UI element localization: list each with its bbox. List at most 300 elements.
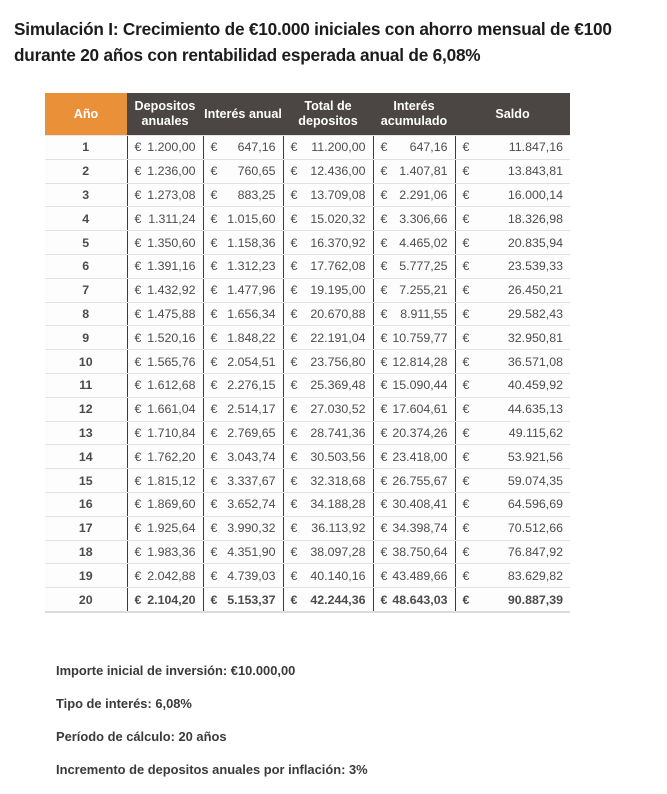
amount-value: 17.762,08 [310, 259, 366, 274]
cell-saldo [455, 469, 570, 493]
cell-depositos-anuales [127, 207, 203, 231]
amount-value: 13.709,08 [310, 187, 366, 202]
amount-value: 5.777,25 [399, 259, 448, 274]
cell-saldo [455, 492, 570, 516]
cell-depositos-anuales [127, 516, 203, 540]
cell-interes-acumulado [373, 564, 455, 588]
cell-total-de-depositos [283, 421, 373, 445]
amount-value: 30.408,41 [392, 497, 448, 512]
cell-interes-anual [203, 492, 283, 516]
cell-depositos-anuales [127, 278, 203, 302]
cell-total-de-depositos [283, 540, 373, 564]
currency-symbol: € [210, 330, 218, 345]
cell-interes-acumulado [373, 373, 455, 397]
amount-value: 17.604,61 [392, 402, 448, 417]
cell-depositos-anuales [127, 373, 203, 397]
amount-value: 15.090,44 [392, 378, 448, 393]
currency-symbol: € [210, 140, 218, 155]
amount-value: 23.418,00 [392, 449, 448, 464]
cell-depositos-anuales [127, 445, 203, 469]
cell-depositos-anuales [127, 302, 203, 326]
amount-value: 2.769,65 [227, 425, 276, 440]
currency-symbol: € [462, 283, 470, 298]
cell-ano: 8 [45, 302, 127, 326]
currency-symbol: € [134, 211, 142, 226]
cell-depositos-anuales [127, 254, 203, 278]
table-row [45, 207, 570, 231]
cell-interes-acumulado [373, 278, 455, 302]
amount-value: 30.503,56 [310, 449, 366, 464]
amount-value: 40.140,16 [310, 568, 366, 583]
cell-ano: 17 [45, 516, 127, 540]
cell-interes-acumulado [373, 445, 455, 469]
amount-value: 1.612,68 [147, 378, 196, 393]
cell-saldo [455, 254, 570, 278]
amount-value: 1.661,04 [147, 402, 196, 417]
currency-symbol: € [290, 449, 298, 464]
currency-symbol: € [210, 378, 218, 393]
currency-symbol: € [210, 568, 218, 583]
table-row [45, 588, 570, 612]
amount-value: 2.291,06 [399, 187, 448, 202]
amount-value: 15.020,32 [310, 211, 366, 226]
cell-interes-anual [203, 540, 283, 564]
amount-value: 38.750,64 [392, 544, 448, 559]
cell-depositos-anuales [127, 469, 203, 493]
amount-value: 83.629,82 [507, 568, 563, 583]
cell-total-de-depositos [283, 516, 373, 540]
currency-symbol: € [134, 568, 142, 583]
cell-saldo [455, 397, 570, 421]
cell-ano: 18 [45, 540, 127, 564]
cell-interes-acumulado [373, 207, 455, 231]
amount-value: 1.815,12 [147, 473, 196, 488]
cell-ano: 14 [45, 445, 127, 469]
currency-symbol: € [134, 497, 142, 512]
currency-symbol: € [380, 187, 388, 202]
cell-ano: 10 [45, 350, 127, 374]
simulation-table-container [45, 93, 570, 613]
cell-total-de-depositos [283, 183, 373, 207]
amount-value: 1.565,76 [147, 354, 196, 369]
currency-symbol: € [290, 164, 298, 179]
cell-total-de-depositos [283, 469, 373, 493]
currency-symbol: € [134, 283, 142, 298]
currency-symbol: € [290, 521, 298, 536]
cell-saldo [455, 421, 570, 445]
amount-value: 1.312,23 [227, 259, 276, 274]
cell-depositos-anuales [127, 231, 203, 255]
cell-interes-anual [203, 207, 283, 231]
currency-symbol: € [210, 521, 218, 536]
amount-value: 8.911,55 [400, 306, 448, 321]
table-row [45, 350, 570, 374]
currency-symbol: € [380, 164, 388, 179]
currency-symbol: € [290, 378, 298, 393]
cell-interes-acumulado [373, 516, 455, 540]
cell-interes-acumulado [373, 540, 455, 564]
currency-symbol: € [462, 306, 470, 321]
amount-value: 1.869,60 [147, 497, 196, 512]
amount-value: 760,65 [237, 164, 276, 179]
amount-value: 90.887,39 [507, 592, 563, 607]
currency-symbol: € [290, 354, 298, 369]
amount-value: 64.596,69 [507, 497, 563, 512]
cell-ano: 16 [45, 492, 127, 516]
currency-symbol: € [380, 140, 388, 155]
amount-value: 28.741,36 [310, 425, 366, 440]
amount-value: 36.113,92 [311, 521, 366, 536]
currency-symbol: € [462, 568, 470, 583]
cell-interes-anual [203, 302, 283, 326]
currency-symbol: € [380, 354, 388, 369]
amount-value: 1.273,08 [147, 187, 196, 202]
amount-value: 1.158,36 [227, 235, 276, 250]
currency-symbol: € [290, 306, 298, 321]
table-header [45, 93, 570, 136]
currency-symbol: € [134, 402, 142, 417]
amount-value: 16.370,92 [310, 235, 366, 250]
currency-symbol: € [210, 283, 218, 298]
currency-symbol: € [290, 497, 298, 512]
amount-value: 11.847,16 [508, 140, 563, 155]
cell-interes-acumulado [373, 421, 455, 445]
amount-value: 20.835,94 [507, 235, 563, 250]
cell-ano: 15 [45, 469, 127, 493]
cell-interes-acumulado [373, 397, 455, 421]
amount-value: 12.436,00 [310, 164, 366, 179]
cell-total-de-depositos [283, 159, 373, 183]
currency-symbol: € [290, 211, 298, 226]
cell-saldo [455, 278, 570, 302]
note-incremento-inflacion: Incremento de depositos anuales por inflación: 3% [56, 762, 368, 777]
amount-value: 27.030,52 [310, 402, 366, 417]
amount-value: 2.042,88 [147, 568, 196, 583]
amount-value: 1.350,60 [147, 235, 196, 250]
cell-saldo [455, 159, 570, 183]
cell-interes-anual [203, 231, 283, 255]
table-row [45, 516, 570, 540]
cell-interes-anual [203, 136, 283, 160]
amount-value: 7.255,21 [399, 283, 448, 298]
currency-symbol: € [290, 568, 298, 583]
currency-symbol: € [290, 187, 298, 202]
amount-value: 40.459,92 [507, 378, 563, 393]
table-body [45, 136, 570, 612]
table-row [45, 136, 570, 160]
cell-depositos-anuales [127, 540, 203, 564]
amount-value: 3.652,74 [227, 497, 276, 512]
cell-total-de-depositos [283, 373, 373, 397]
amount-value: 1.656,34 [227, 306, 276, 321]
currency-symbol: € [462, 354, 470, 369]
currency-symbol: € [462, 378, 470, 393]
cell-saldo [455, 564, 570, 588]
amount-value: 4.739,03 [227, 568, 276, 583]
currency-symbol: € [290, 402, 298, 417]
currency-symbol: € [210, 425, 218, 440]
currency-symbol: € [134, 187, 142, 202]
amount-value: 22.191,04 [310, 330, 366, 345]
column-header-total-de-depositos: Total de depositos [283, 93, 373, 136]
cell-interes-anual [203, 254, 283, 278]
cell-depositos-anuales [127, 183, 203, 207]
currency-symbol: € [462, 211, 470, 226]
currency-symbol: € [462, 449, 470, 464]
currency-symbol: € [462, 259, 470, 274]
amount-value: 2.276,15 [227, 378, 276, 393]
cell-saldo [455, 302, 570, 326]
amount-value: 883,25 [237, 187, 276, 202]
table-row [45, 445, 570, 469]
cell-saldo [455, 231, 570, 255]
column-header-saldo: Saldo [455, 93, 570, 136]
cell-total-de-depositos [283, 278, 373, 302]
currency-symbol: € [380, 306, 388, 321]
currency-symbol: € [462, 330, 470, 345]
cell-interes-acumulado [373, 231, 455, 255]
cell-ano: 19 [45, 564, 127, 588]
cell-interes-acumulado [373, 183, 455, 207]
currency-symbol: € [134, 354, 142, 369]
amount-value: 20.670,88 [310, 306, 366, 321]
cell-interes-anual [203, 588, 283, 612]
table-row [45, 373, 570, 397]
currency-symbol: € [380, 449, 388, 464]
cell-depositos-anuales [127, 492, 203, 516]
cell-saldo [455, 136, 570, 160]
amount-value: 43.489,66 [392, 568, 448, 583]
cell-interes-anual [203, 326, 283, 350]
amount-value: 19.195,00 [310, 283, 366, 298]
currency-symbol: € [290, 140, 298, 155]
cell-total-de-depositos [283, 231, 373, 255]
amount-value: 36.571,08 [507, 354, 563, 369]
amount-value: 12.814,28 [392, 354, 448, 369]
currency-symbol: € [462, 402, 470, 417]
amount-value: 3.306,66 [399, 211, 448, 226]
amount-value: 4.465,02 [399, 235, 448, 250]
amount-value: 2.514,17 [227, 402, 276, 417]
simulation-table [45, 93, 570, 613]
amount-value: 53.921,56 [507, 449, 563, 464]
amount-value: 1.710,84 [147, 425, 196, 440]
cell-ano: 2 [45, 159, 127, 183]
cell-interes-anual [203, 397, 283, 421]
cell-interes-anual [203, 445, 283, 469]
amount-value: 647,16 [409, 140, 448, 155]
currency-symbol: € [134, 140, 142, 155]
column-header-ano: Año [45, 93, 127, 136]
currency-symbol: € [134, 306, 142, 321]
table-header-row [45, 93, 570, 136]
table-row [45, 302, 570, 326]
currency-symbol: € [210, 259, 218, 274]
currency-symbol: € [380, 330, 388, 345]
currency-symbol: € [462, 592, 470, 607]
currency-symbol: € [462, 140, 470, 155]
amount-value: 5.153,37 [227, 592, 276, 607]
currency-symbol: € [290, 259, 298, 274]
amount-value: 1.520,16 [147, 330, 196, 345]
amount-value: 11.200,00 [311, 140, 366, 155]
currency-symbol: € [380, 473, 388, 488]
currency-symbol: € [462, 473, 470, 488]
cell-interes-acumulado [373, 136, 455, 160]
cell-total-de-depositos [283, 492, 373, 516]
currency-symbol: € [380, 378, 388, 393]
cell-total-de-depositos [283, 136, 373, 160]
amount-value: 647,16 [237, 140, 276, 155]
currency-symbol: € [380, 283, 388, 298]
table-row [45, 278, 570, 302]
cell-depositos-anuales [127, 326, 203, 350]
currency-symbol: € [380, 402, 388, 417]
cell-saldo [455, 373, 570, 397]
currency-symbol: € [134, 259, 142, 274]
column-header-depositos-anuales: Depositos anuales [127, 93, 203, 136]
table-row [45, 469, 570, 493]
amount-value: 49.115,62 [508, 425, 563, 440]
currency-symbol: € [210, 544, 218, 559]
cell-saldo [455, 445, 570, 469]
cell-ano: 13 [45, 421, 127, 445]
amount-value: 1.407,81 [399, 164, 448, 179]
amount-value: 4.351,90 [227, 544, 276, 559]
currency-symbol: € [462, 497, 470, 512]
amount-value: 25.369,48 [310, 378, 366, 393]
amount-value: 32.318,68 [310, 473, 366, 488]
currency-symbol: € [134, 473, 142, 488]
cell-total-de-depositos [283, 207, 373, 231]
currency-symbol: € [380, 259, 388, 274]
table-row [45, 254, 570, 278]
cell-interes-anual [203, 373, 283, 397]
amount-value: 3.337,67 [227, 473, 276, 488]
cell-interes-anual [203, 469, 283, 493]
amount-value: 1.477,96 [227, 283, 276, 298]
cell-interes-acumulado [373, 469, 455, 493]
currency-symbol: € [290, 544, 298, 559]
column-header-interes-acumulado: Interés acumulado [373, 93, 455, 136]
note-tipo-interes: Tipo de interés: 6,08% [56, 696, 192, 711]
currency-symbol: € [134, 592, 142, 607]
currency-symbol: € [134, 235, 142, 250]
cell-depositos-anuales [127, 564, 203, 588]
cell-interes-acumulado [373, 350, 455, 374]
amount-value: 2.054,51 [227, 354, 276, 369]
table-row [45, 231, 570, 255]
cell-interes-acumulado [373, 492, 455, 516]
amount-value: 1.475,88 [147, 306, 196, 321]
currency-symbol: € [134, 544, 142, 559]
currency-symbol: € [210, 211, 218, 226]
currency-symbol: € [134, 164, 142, 179]
currency-symbol: € [210, 497, 218, 512]
table-row [45, 492, 570, 516]
cell-total-de-depositos [283, 445, 373, 469]
cell-ano: 11 [45, 373, 127, 397]
amount-value: 3.990,32 [227, 521, 276, 536]
table-row [45, 564, 570, 588]
currency-symbol: € [290, 592, 298, 607]
cell-depositos-anuales [127, 136, 203, 160]
amount-value: 29.582,43 [507, 306, 563, 321]
table-row [45, 183, 570, 207]
cell-interes-acumulado [373, 326, 455, 350]
cell-saldo [455, 326, 570, 350]
cell-interes-acumulado [373, 254, 455, 278]
currency-symbol: € [290, 283, 298, 298]
amount-value: 32.950,81 [507, 330, 563, 345]
table-row [45, 397, 570, 421]
currency-symbol: € [380, 568, 388, 583]
cell-ano: 9 [45, 326, 127, 350]
currency-symbol: € [462, 425, 470, 440]
amount-value: 38.097,28 [310, 544, 366, 559]
cell-saldo [455, 588, 570, 612]
amount-value: 16.000,14 [507, 187, 563, 202]
currency-symbol: € [290, 425, 298, 440]
cell-total-de-depositos [283, 564, 373, 588]
table-row [45, 326, 570, 350]
cell-total-de-depositos [283, 254, 373, 278]
cell-depositos-anuales [127, 159, 203, 183]
cell-saldo [455, 516, 570, 540]
amount-value: 42.244,36 [310, 592, 366, 607]
currency-symbol: € [462, 544, 470, 559]
currency-symbol: € [210, 235, 218, 250]
amount-value: 48.643,03 [392, 592, 448, 607]
amount-value: 34.398,74 [392, 521, 448, 536]
amount-value: 3.043,74 [227, 449, 276, 464]
cell-depositos-anuales [127, 350, 203, 374]
currency-symbol: € [290, 330, 298, 345]
currency-symbol: € [210, 187, 218, 202]
cell-interes-anual [203, 183, 283, 207]
amount-value: 1.925,64 [147, 521, 196, 536]
cell-depositos-anuales [127, 421, 203, 445]
amount-value: 2.104,20 [147, 592, 196, 607]
amount-value: 76.847,92 [507, 544, 563, 559]
currency-symbol: € [210, 473, 218, 488]
cell-depositos-anuales [127, 588, 203, 612]
table-row [45, 159, 570, 183]
currency-symbol: € [462, 235, 470, 250]
note-periodo-calculo: Período de cálculo: 20 años [56, 729, 227, 744]
currency-symbol: € [380, 425, 388, 440]
amount-value: 1.311,24 [148, 211, 196, 226]
table-row [45, 540, 570, 564]
currency-symbol: € [290, 235, 298, 250]
currency-symbol: € [462, 521, 470, 536]
cell-interes-anual [203, 159, 283, 183]
amount-value: 1.432,92 [147, 283, 196, 298]
currency-symbol: € [462, 164, 470, 179]
currency-symbol: € [134, 425, 142, 440]
currency-symbol: € [210, 164, 218, 179]
cell-ano: 12 [45, 397, 127, 421]
amount-value: 20.374,26 [392, 425, 448, 440]
amount-value: 44.635,13 [507, 402, 563, 417]
cell-saldo [455, 183, 570, 207]
cell-saldo [455, 350, 570, 374]
cell-ano: 20 [45, 588, 127, 612]
amount-value: 34.188,28 [310, 497, 366, 512]
amount-value: 13.843,81 [507, 164, 563, 179]
currency-symbol: € [134, 449, 142, 464]
cell-interes-anual [203, 516, 283, 540]
